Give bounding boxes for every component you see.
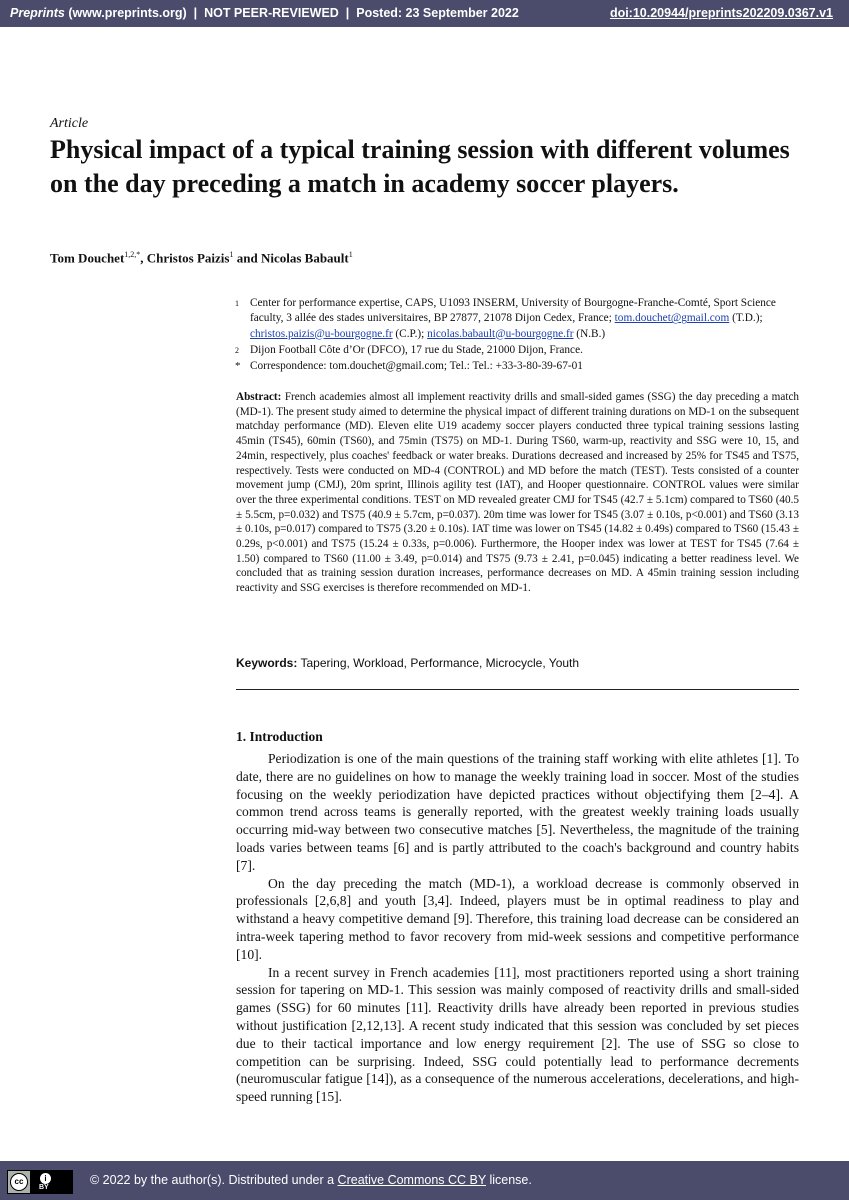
introduction-heading: 1. Introduction xyxy=(236,729,323,744)
preprints-brand: Preprints xyxy=(10,6,65,20)
person-icon: i xyxy=(40,1173,51,1184)
keywords xyxy=(236,656,579,670)
author-separator: , xyxy=(140,250,147,266)
affiliation-1 xyxy=(235,296,795,342)
affiliation-text: Dijon Football Côte d’Or (DFCO), 17 rue du Stade, 21000 Dijon, France. xyxy=(250,344,583,356)
paragraph: In a recent survey in French academies [11], most practitioners reported using a short training session for tapering on MD-1. This session was mainly composed of reactivity drills and small-sided games (SSG) for 60 minutes [11]. Reactivity drills have already been reported in previous studies without justification [2,12,13]. A recent study indicated that this session was concluded by set pieces due to their tactical importance and low energy requirement [2]. The use of SSG so close to competition can be surprising. Indeed, SSG could potentially lead to performance decrements (neuromuscular fatigue [14]), as a consequence of the numerous accelerations, decelerations, and high-speed running [15]. xyxy=(236,964,799,1105)
header-separator: | xyxy=(345,6,350,20)
affiliation-2 xyxy=(235,343,795,358)
by-label: BY xyxy=(39,1184,49,1191)
author-name: Nicolas Babault xyxy=(260,250,349,266)
article-type-label: Article xyxy=(50,116,89,131)
section-divider xyxy=(236,689,799,690)
author-name: Tom Douchet xyxy=(50,250,125,266)
correspondence-marker: * xyxy=(235,360,241,372)
header-info xyxy=(10,6,519,20)
by-box xyxy=(30,1171,72,1193)
license-suffix: license. xyxy=(485,1173,532,1187)
affiliation-marker: 2 xyxy=(235,346,239,355)
affiliation-address: Center for performance expertise, CAPS, U1093 INSERM, University of Bourgogne-Franche-Comté, Sport Science faculty, 3 allée des stades universitaires, BP 27877, 21078 Dijon Cedex, France; xyxy=(250,297,776,325)
license-footer xyxy=(0,1161,849,1200)
paragraph: Periodization is one of the main questions of the training staff working with elite athletes [1]. To date, there are no guidelines on how to manage the weekly training load in soccer. Most of the studies focusing on the weekly periodization have depicted practices without objectifying them [2–4]. A common trend across teams is generally reported, with the greatest weekly training loads usually occurring mid-way between two consecutive matches [5]. Nevertheless, the magnitude of the training loads varies between teams [6] and is partly attributed to the coach's background and country habits [7]. xyxy=(236,751,799,873)
paper-title: Physical impact of a typical training session with different volumes on the day preceding a match in academy soccer players. xyxy=(50,135,790,198)
keywords-text: Tapering, Workload, Performance, Microcycle, Youth xyxy=(300,656,580,670)
correspondence xyxy=(235,359,795,374)
header-separator: | xyxy=(193,6,198,20)
affiliation-marker: 1 xyxy=(235,299,239,308)
doi-link[interactable]: doi:10.20944/preprints202209.0367.v1 xyxy=(609,6,833,20)
cc-by-badge[interactable] xyxy=(7,1170,73,1194)
author-initials: (C.P.); xyxy=(392,327,428,340)
introduction-body xyxy=(236,750,799,1106)
email-link-td[interactable]: tom.douchet@gmail.com xyxy=(614,312,730,325)
license-link[interactable]: Creative Commons CC BY xyxy=(337,1173,486,1187)
abstract-text: French academies almost all implement reactivity drills and small-sided games (SSG) the day preceding a match (MD-1). The present study aimed to determine the physical impact of different training durations on MD-1 on the subsequent matchday performance (MD). Eleven elite U19 academy soccer players conducted three typical training sessions lasting 45min (TS45), 60min (TS60), and 75min (TS75) on MD-1. During TS60, warm-up, reactivity and SSG were 10, 15, and 24min, respectively, plus coaches' feedback or water breaks. Durations decreased and increased by 25% for TS45 and TS75, respectively. Tests were conducted on MD-4 (CONTROL) and MD before the match (TEST). Tests consisted of a counter movement jump (CMJ), 20m sprint, Illinois agility test (IAT), and Hooper questionnaire. CONTROL values were similar over the three experimental conditions. TEST on MD revealed greater CMJ for TS45 (42.7 ± 5.1cm) compared to TS60 (40.5 ± 5.5cm, p=0.032) and TS75 (40.9 ± 5.7cm, p=0.037). 20m time was lower for TS45 (3.07 ± 0.10s, p<0.001) and TS60 (3.13 ± 0.10s, p=0.017) compared to TS75 (3.20 ± 0.10s). IAT time was lower on TS45 (14.82 ± 0.49s) compared to TS60 (15.43 ± 0.29s, p<0.001) and TS75 (15.24 ± 0.33s, p=0.006). Furthermore, the Hooper index was lower at TEST for TS45 (7.64 ± 1.50) compared to TS60 (11.00 ± 3.49, p=0.014) and TS75 (9.73 ± 2.41, p=0.045) indicating a better readiness level. We concluded that as training session duration increases, performance decreases on MD. A 45min training session including reactivity and SSG exercises is therefore recommended on MD-1. xyxy=(236,391,800,595)
preprint-header-bar xyxy=(0,0,849,27)
author-separator: and xyxy=(233,250,261,266)
paragraph: On the day preceding the match (MD-1), a workload decrease is commonly observed in professionals [2,6,8] and youth [3,4]. Indeed, players must be in optimal readiness to play and withstand a heavy competitive demand [9]. Therefore, this training load decrease can be considered an intra-week tapering method to favor recovery from mid-week sessions and competitive performance [10]. xyxy=(236,875,799,962)
author-initials: (N.B.) xyxy=(573,327,606,340)
abstract xyxy=(236,390,799,596)
review-status: NOT PEER-REVIEWED xyxy=(204,6,339,20)
abstract-label: Abstract: xyxy=(236,391,282,403)
author-name: Christos Paizis xyxy=(146,250,230,266)
cc-icon: cc xyxy=(10,1173,28,1191)
preprints-site: (www.preprints.org) xyxy=(68,6,187,20)
keywords-label: Keywords: xyxy=(236,656,298,670)
email-link-cp[interactable]: christos.paizis@u-bourgogne.fr xyxy=(250,327,393,340)
posted-date: Posted: 23 September 2022 xyxy=(356,6,519,20)
author-initials: (T.D.); xyxy=(729,312,763,325)
email-link-nb[interactable]: nicolas.babault@u-bourgogne.fr xyxy=(427,327,574,340)
license-text xyxy=(90,1173,532,1187)
author-affiliation-marker: 1,2,* xyxy=(124,250,141,259)
author-affiliation-marker: 1 xyxy=(229,250,234,259)
correspondence-text: Correspondence: tom.douchet@gmail.com; Tel.: Tel.: +33-3-80-39-67-01 xyxy=(250,360,583,372)
author-list xyxy=(50,250,353,266)
affiliation-text xyxy=(250,296,795,342)
copyright-text: © 2022 by the author(s). Distributed under a xyxy=(90,1173,338,1187)
author-affiliation-marker: 1 xyxy=(348,250,353,259)
